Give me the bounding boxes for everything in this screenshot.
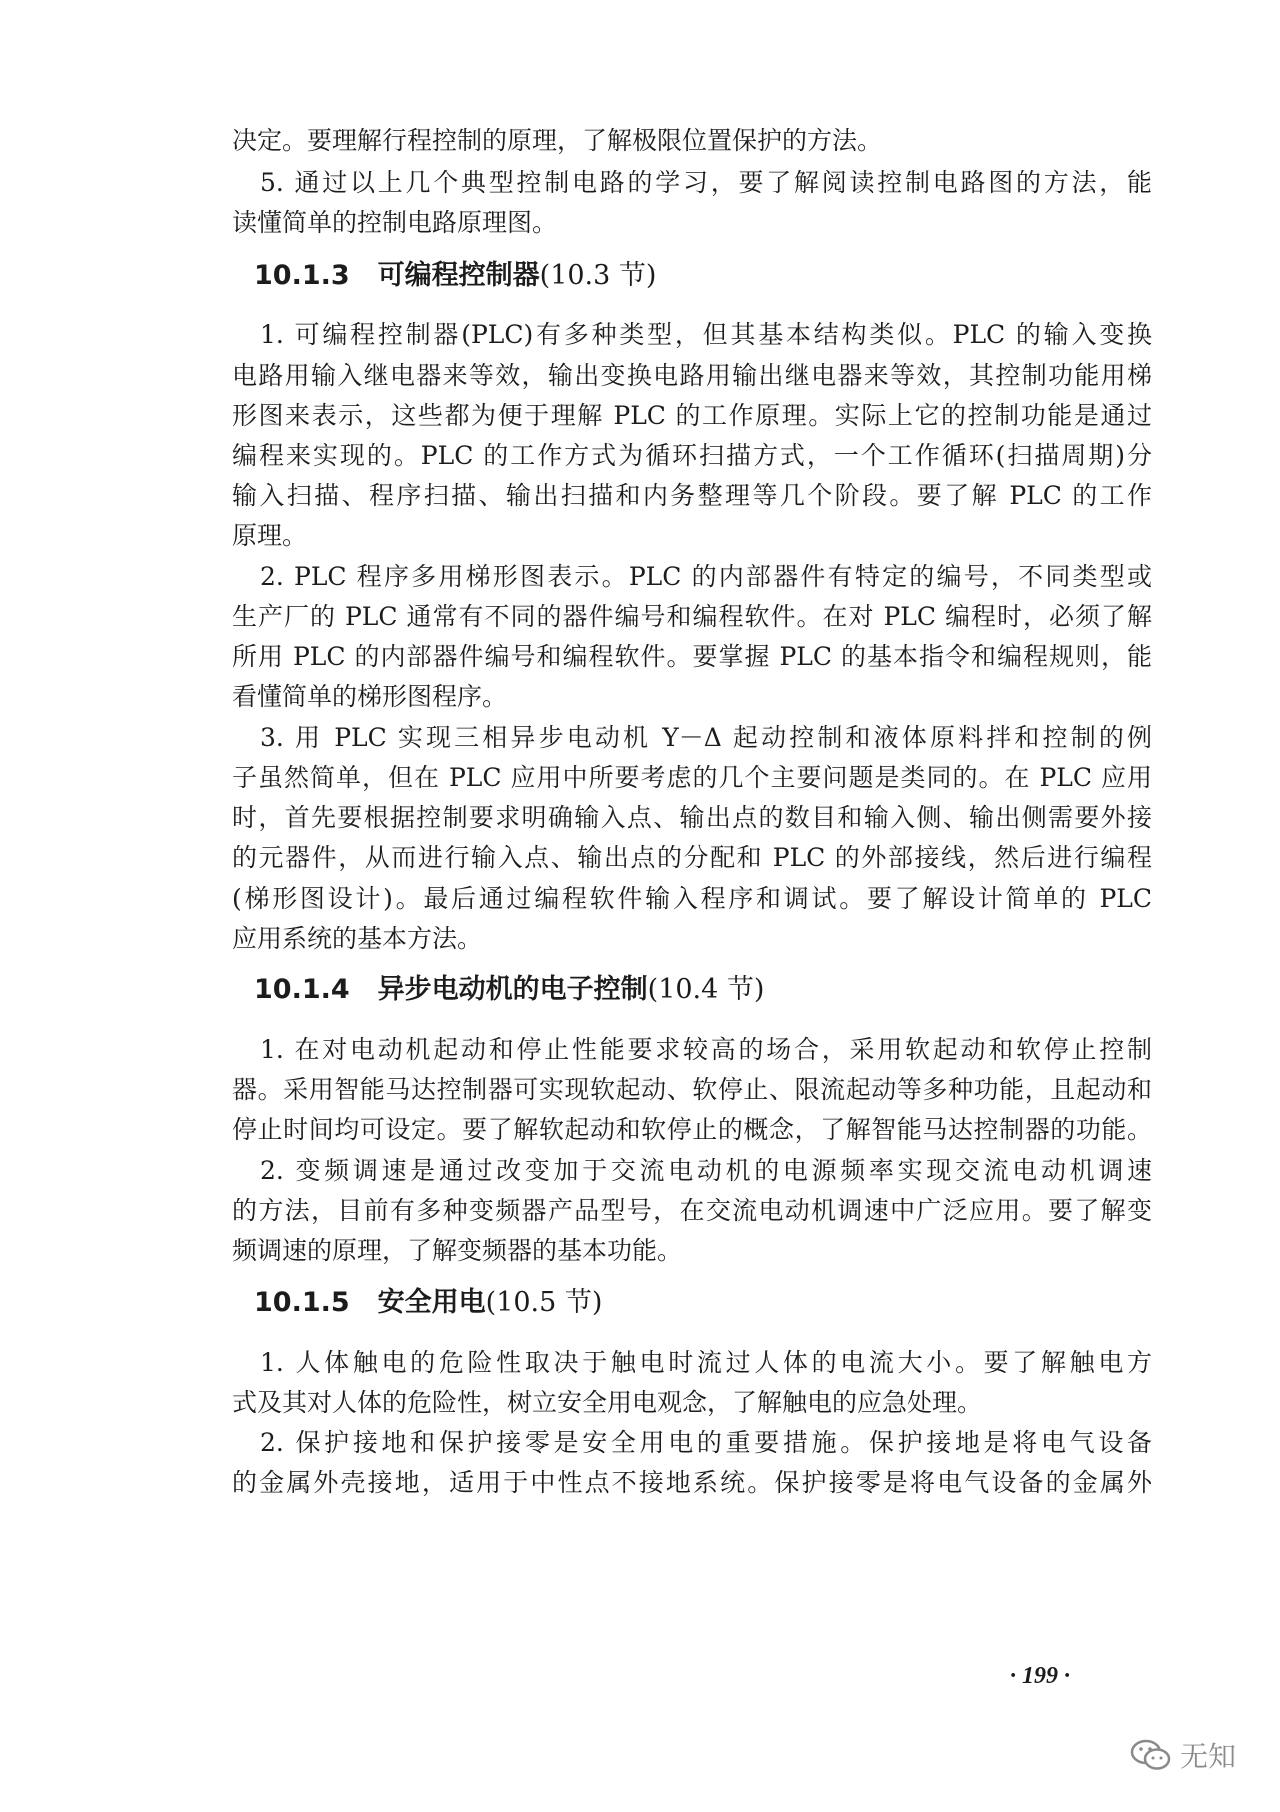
text-line: 决定。要理解行程控制的原理，了解极限位置保护的方法。 — [232, 126, 883, 155]
text-line: 编程来实现的。PLC 的工作方式为循环扫描方式，一个工作循环(扫描周期)分 — [232, 441, 1152, 470]
text-line: 子虽然简单，但在 PLC 应用中所要考虑的几个主要问题是类同的。在 PLC 应用 — [232, 763, 1152, 792]
text-line: 1. 可编程控制器(PLC)有多种类型，但其基本结构类似。PLC 的输入变换 — [260, 320, 1152, 349]
text-line: 器。采用智能马达控制器可实现软起动、软停止、限流起动等多种功能，且起动和 — [232, 1075, 1152, 1104]
text-line: 时，首先要根据控制要求明确输入点、输出点的数目和输入侧、输出侧需要外接 — [232, 803, 1152, 832]
text-line: 停止时间均可设定。要了解软起动和软停止的概念，了解智能马达控制器的功能。 — [232, 1115, 1152, 1144]
text-line: 频调速的原理，了解变频器的基本功能。 — [232, 1236, 683, 1265]
text-line: 所用 PLC 的内部器件编号和编程软件。要掌握 PLC 的基本指令和编程规则，能 — [232, 642, 1152, 671]
watermark — [1130, 1735, 1236, 1775]
text-line: 生产厂的 PLC 通常有不同的器件编号和编程软件。在对 PLC 编程时，必须了解 — [232, 602, 1152, 631]
text-line: 的金属外壳接地，适用于中性点不接地系统。保护接零是将电气设备的金属外 — [232, 1468, 1152, 1497]
text-line: 电路用输入继电器来等效，输出变换电路用输出继电器来等效，其控制功能用梯 — [232, 361, 1152, 390]
text-line: (梯形图设计)。最后通过编程软件输入程序和调试。要了解设计简单的 PLC — [232, 884, 1152, 913]
page-number: · 199 · — [1010, 1663, 1070, 1689]
text-line: 读懂简单的控制电路原理图。 — [232, 208, 558, 237]
text-line: 的元器件，从而进行输入点、输出点的分配和 PLC 的外部接线，然后进行编程 — [232, 843, 1152, 872]
wechat-icon — [1130, 1738, 1172, 1772]
text-line: 式及其对人体的危险性，树立安全用电观念，了解触电的应急处理。 — [232, 1388, 983, 1417]
heading-title: 异步电动机的电子控制 — [377, 974, 648, 1005]
text-line: 原理。 — [232, 521, 308, 550]
heading-title: 可编程控制器 — [377, 260, 540, 291]
text-line: 2. 变频调速是通过改变加于交流电动机的电源频率实现交流电动机调速 — [260, 1156, 1152, 1185]
text-line: 5. 通过以上几个典型控制电路的学习，要了解阅读控制电路图的方法，能 — [260, 168, 1152, 197]
heading-number: 10.1.4 — [254, 974, 350, 1005]
text-line: 3. 用 PLC 实现三相异步电动机 Y－Δ 起动控制和液体原料拌和控制的例 — [260, 723, 1152, 752]
text-line: 1. 在对电动机起动和停止性能要求较高的场合，采用软起动和软停止控制 — [260, 1035, 1152, 1064]
text-line: 1. 人体触电的危险性取决于触电时流过人体的电流大小。要了解触电方 — [260, 1348, 1152, 1377]
text-line: 形图来表示，这些都为便于理解 PLC 的工作原理。实际上它的控制功能是通过 — [232, 401, 1152, 430]
section-heading-10-1-5 — [254, 1287, 602, 1319]
text-line: 2. 保护接地和保护接零是安全用电的重要措施。保护接地是将电气设备 — [260, 1428, 1152, 1457]
text-line: 看懂简单的梯形图程序。 — [232, 682, 508, 711]
heading-ref: (10.5 节) — [485, 1287, 603, 1318]
watermark-text: 无知 — [1180, 1740, 1237, 1773]
heading-ref: (10.4 节) — [647, 974, 765, 1005]
heading-title: 安全用电 — [377, 1287, 486, 1318]
text-line: 的方法，目前有多种变频器产品型号，在交流电动机调速中广泛应用。要了解变 — [232, 1196, 1152, 1225]
heading-number: 10.1.5 — [254, 1287, 350, 1318]
text-line: 输入扫描、程序扫描、输出扫描和内务整理等几个阶段。要了解 PLC 的工作 — [232, 481, 1152, 510]
section-heading-10-1-4 — [254, 974, 764, 1006]
section-heading-10-1-3 — [254, 260, 656, 292]
text-line: 应用系统的基本方法。 — [232, 924, 483, 953]
heading-number: 10.1.3 — [254, 260, 350, 291]
heading-ref: (10.3 节) — [539, 260, 657, 291]
text-line: 2. PLC 程序多用梯形图表示。PLC 的内部器件有特定的编号，不同类型或 — [260, 562, 1152, 591]
